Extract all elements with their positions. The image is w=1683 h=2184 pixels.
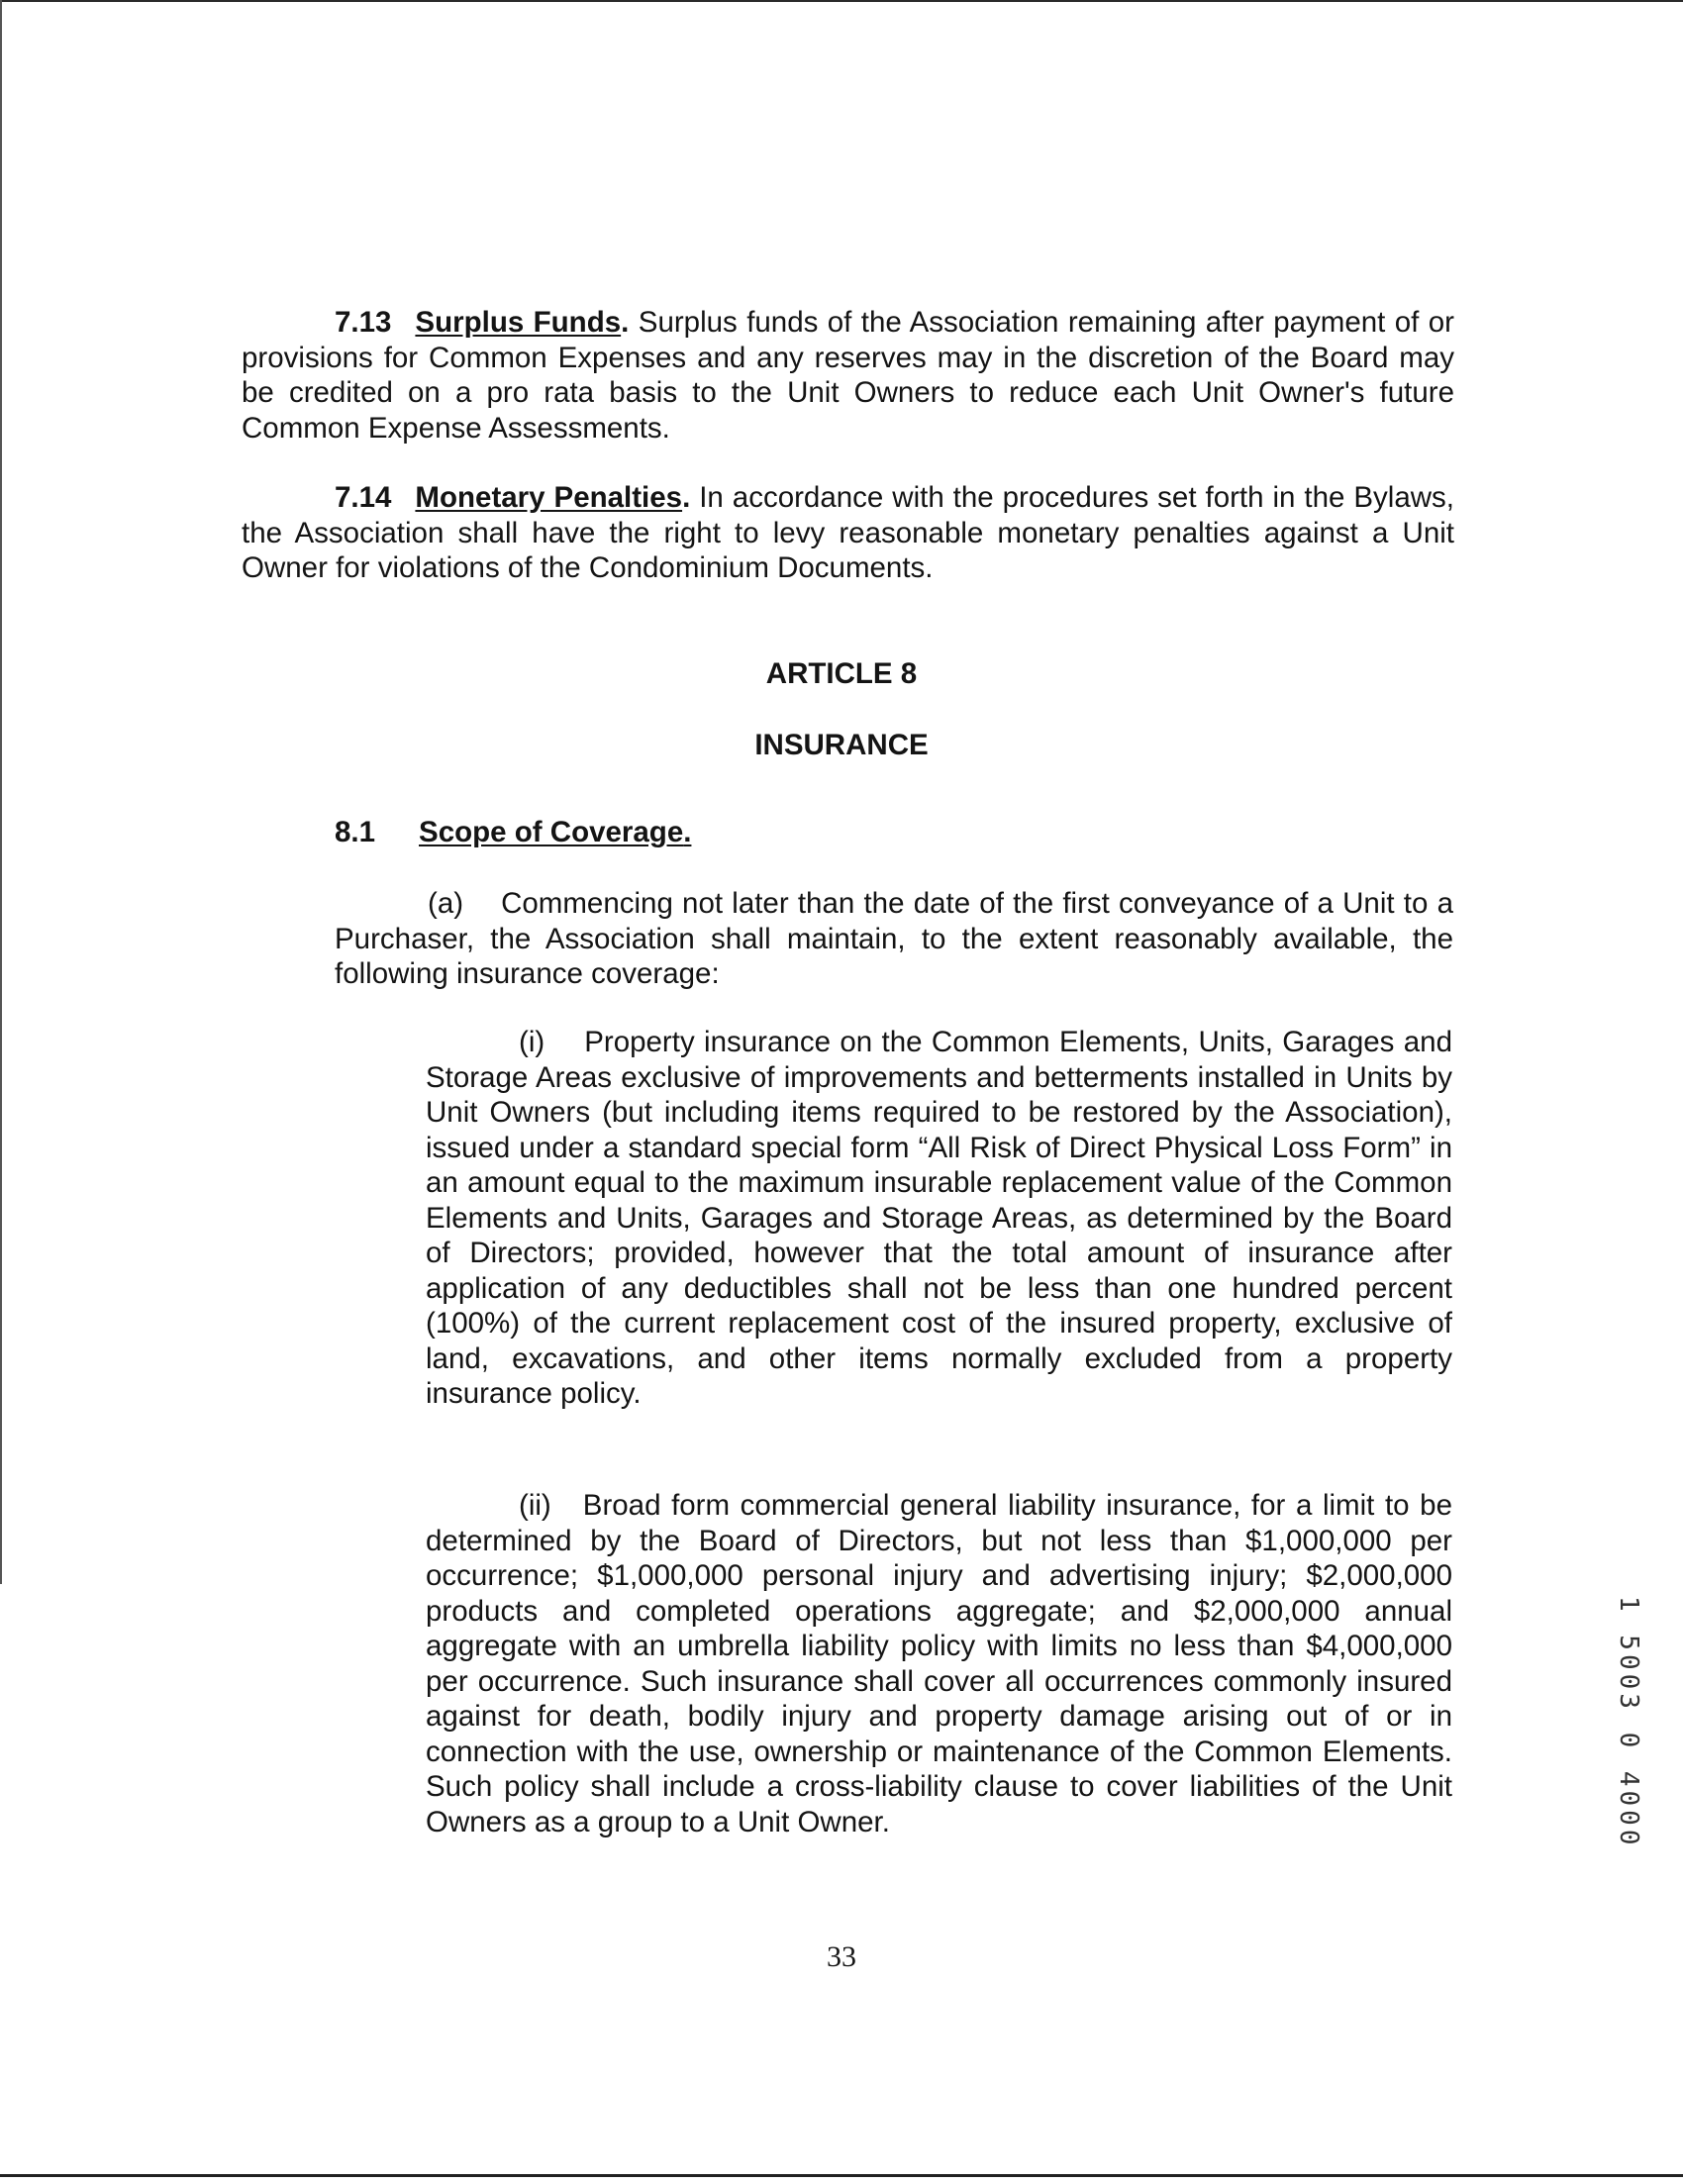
clause-i — [426, 1025, 1452, 1412]
section-7-13: 7.13 Surplus Funds. Surplus funds of the Association remaining after payment of or provisions for Common Expenses and any reserves may in the discretion of the Board may be credited on a pro rata basis to the Unit Owners to reduce each Unit Owner's future Common Expense Assessments. — [242, 306, 1455, 445]
section-7-14: 7.14 Monetary Penalties. In accordance with the procedures set forth in the Bylaws, the Association shall have the right to levy reasonable monetary penalties against a Unit Owner for violations of the Condominium Documents. — [242, 481, 1454, 584]
section-heading: Scope of Coverage — [419, 816, 684, 848]
section-text: In accordance with the procedures set forth in the Bylaws, the Association shall have the right to levy reasonable monetary penalties against a Unit Owner for violations of the Condominium Documents. — [242, 481, 1454, 584]
article-title: INSURANCE — [754, 729, 929, 761]
clause-marker: (i) — [519, 1026, 545, 1058]
section-number: 7.13 — [335, 306, 392, 339]
clause-text: Broad form commercial general liability insurance, for a limit to be determined by the Board of Directors, but not less than $1,000,000 per occurrence; $1,000,000 personal injury and advertising injury; $2,000,000 products and completed operations aggregate; and $2,000,000 annual aggregate with an umbrella liability policy with limits no less than $4,000,000 per occurrence. Such insurance shall cover all occurrences commonly insured against for death, bodily injury and property damage arising out of or in connection with the use, ownership or maintenance of the Common Elements. Such policy shall include a cross-liability clause to cover liabilities of the Unit Owners as a group to a Unit Owner. — [426, 1489, 1452, 1838]
scan-edge-left — [0, 0, 2, 1584]
clause-marker: (ii) — [519, 1489, 551, 1522]
section-8-1-heading: 8.1 Scope of Coverage. — [335, 816, 692, 848]
subsection-marker: (a) — [428, 887, 464, 920]
subsection-text: Commencing not later than the date of the first conveyance of a Unit to a Purchaser, the Association shall maintain, to the extent reasonably available, the following insurance coverage: — [335, 887, 1453, 990]
page-number: 33 — [827, 1940, 856, 1973]
section-number: 8.1 — [335, 816, 376, 848]
clause-ii — [426, 1488, 1452, 1839]
scan-edge-top — [0, 0, 1683, 2]
scan-edge-bottom — [0, 2174, 1683, 2177]
section-heading: Monetary Penalties — [415, 481, 683, 514]
section-number: 7.14 — [335, 481, 392, 514]
section-text: Surplus funds of the Association remaining after payment of or provisions for Common Expenses and any reserves may in the discretion of the Board may be credited on a pro rata basis to the Unit Owners to reduce each Unit Owner's future Common Expense Assessments. — [242, 306, 1455, 445]
section-heading: Surplus Funds — [415, 306, 622, 339]
clause-text: Property insurance on the Common Elements, Units, Garages and Storage Areas exclusive of improvements and betterments installed in Units by Unit Owners (but including items required to be restored by the Association), issued under a standard special form “All Risk of Direct Physical Loss Form” in an amount equal to the maximum insurable replacement value of the Common Elements and Units, Garages and Storage Areas, as determined by the Board of Directors; provided, however that the total amount of insurance after application of any deductibles shall not be less than one hundred percent (100%) of the current replacement cost of the insured property, exclusive of land, excavations, and other items normally excluded from a property insurance policy. — [426, 1026, 1452, 1410]
document-stamp: 1 5003 0 4000 — [1614, 1596, 1643, 1849]
subsection-a — [335, 886, 1453, 992]
article-label: ARTICLE 8 — [765, 657, 918, 690]
